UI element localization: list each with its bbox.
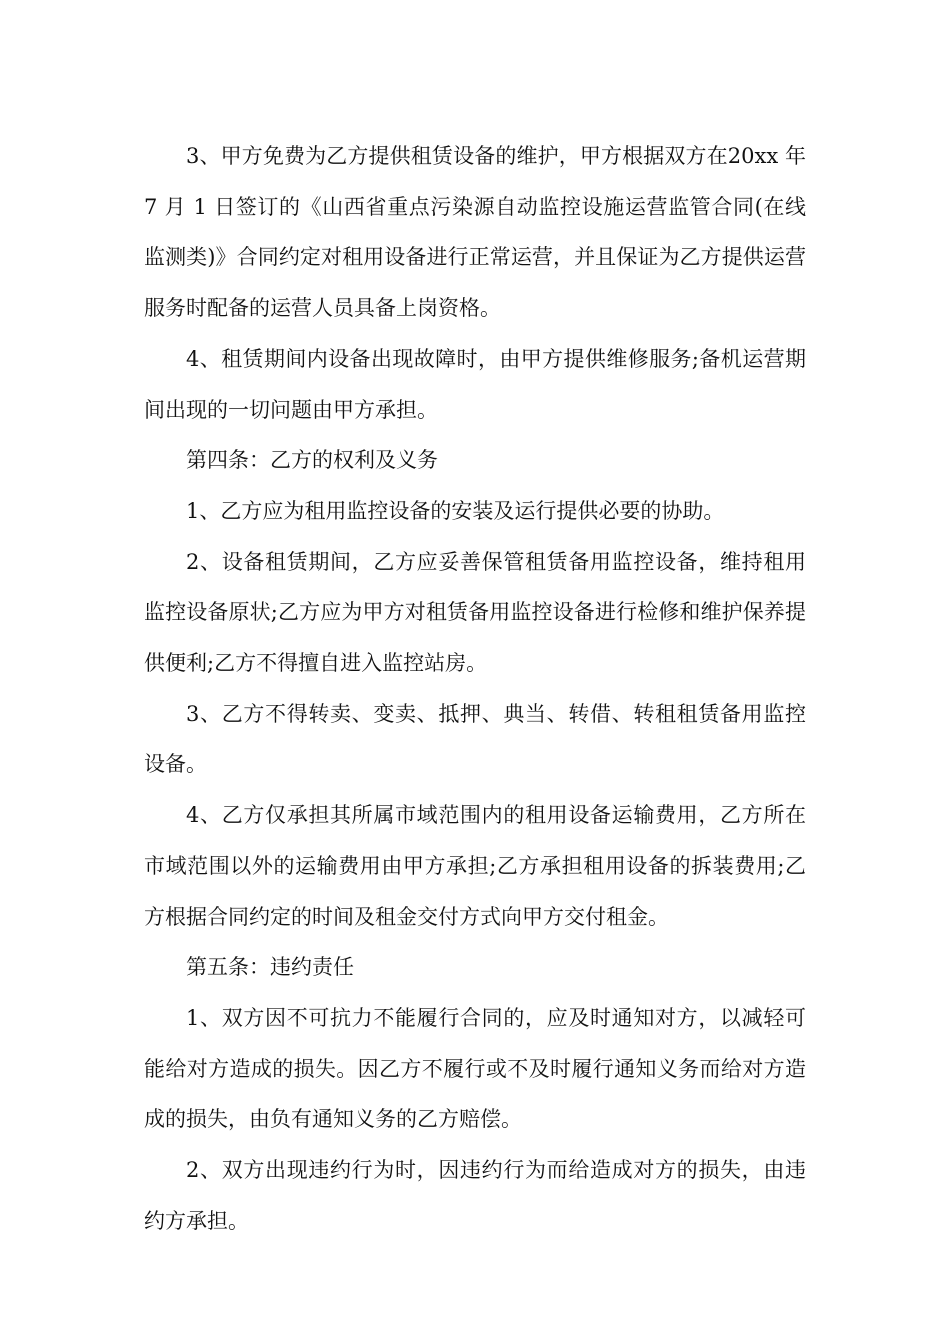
paragraph-clause-4-1: 1、乙方应为租用监控设备的安装及运行提供必要的协助。: [186, 498, 725, 523]
paragraph-clause-4-3: 3、乙方不得转卖、变卖、抵押、典当、转借、转租租赁备用监控设备。: [144, 701, 806, 777]
paragraph-clause-5-1: 1、双方因不可抗力不能履行合同的，应及时通知对方，以减轻可能给对方造成的损失。因乙方不履行或不及时履行通知义务而给对方造成的损失，由负有通知义务的乙方赔偿。: [144, 1005, 806, 1132]
paragraph-clause-3-4: 4、租赁期间内设备出现故障时，由甲方提供维修服务;备机运营期间出现的一切问题由甲方承担。: [144, 346, 806, 422]
document-body: [144, 131, 806, 1246]
paragraph-clause-4-4: 4、乙方仅承担其所属市域范围内的租用设备运输费用，乙方所在市域范围以外的运输费用由甲方承担;乙方承担租用设备的拆装费用;乙方根据合同约定的时间及租金交付方式向甲方交付租金。: [144, 803, 806, 929]
section-heading-article-5: 第五条：违约责任: [186, 955, 354, 980]
paragraph-clause-3-3: 3、甲方免费为乙方提供租赁设备的维护，甲方根据双方在20xx 年7 月 1 日签订的《山西省重点污染源自动监控设施运营监管合同(在线监测类)》合同约定对租用设备进行正常运营，并且保证为乙方提供运营服务时配备的运营人员具备上岗资格。: [144, 144, 806, 321]
section-heading-article-4: 第四条：乙方的权利及义务: [186, 448, 438, 473]
paragraph-clause-4-2: 2、设备租赁期间，乙方应妥善保管租赁备用监控设备，维持租用监控设备原状;乙方应为甲方对租赁备用监控设备进行检修和维护保养提供便利;乙方不得擅自进入监控站房。: [144, 549, 806, 676]
paragraph-clause-5-2: 2、双方出现违约行为时，因违约行为而给造成对方的损失，由违约方承担。: [144, 1158, 806, 1233]
